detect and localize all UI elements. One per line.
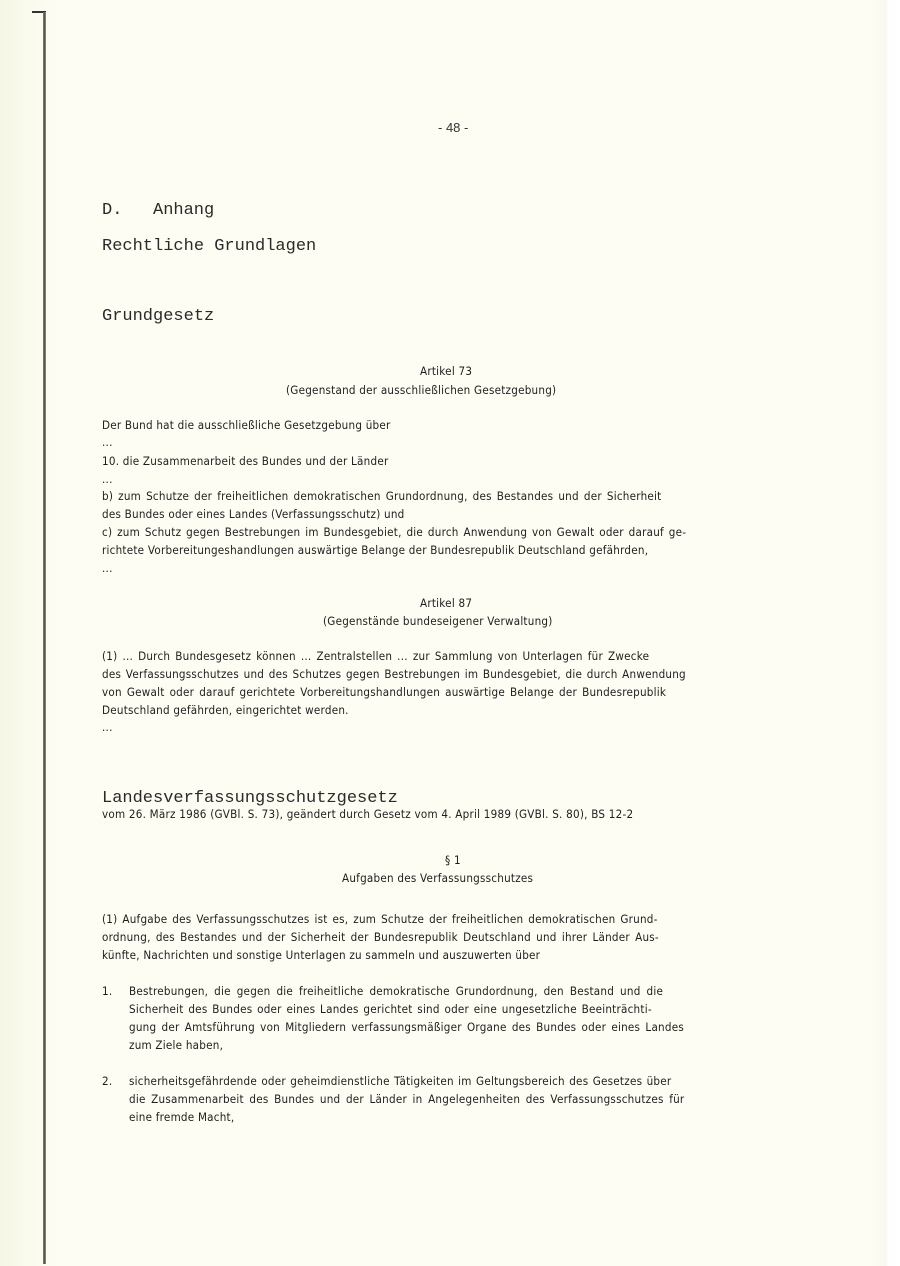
text-line: (1) ... Durch Bundesgesetz können ... Zentralstellen ... zur Sammlung von Unterlagen für Zwecke <box>102 650 650 663</box>
section-title: Anhang <box>153 201 215 220</box>
text-line: von Gewalt oder darauf gerichtete Vorbereitungshandlungen auswärtige Belange der Bundesrepublik <box>102 686 667 699</box>
lvsg-citation: vom 26. März 1986 (GVBl. S. 73), geändert durch Gesetz vom 4. April 1989 (GVBl. S. 80), BS 12-2 <box>102 808 634 821</box>
text-line: richtete Vorbereitungeshandlungen auswärtige Belange der Bundesrepublik Deutschland gefährden, <box>102 544 649 557</box>
text-line: ordnung, des Bestandes und der Sicherheit der Bundesrepublik Deutschland und ihrer Länder Aus- <box>102 931 659 944</box>
list-item-number: 1. <box>102 985 113 998</box>
ellipsis: ... <box>102 436 113 449</box>
ellipsis: ... <box>102 473 113 486</box>
page-number: - 48 - <box>438 120 469 135</box>
text-line: Sicherheit des Bundes oder eines Landes gerichtet sind oder eine ungesetzliche Beeinträchti- <box>129 1003 652 1016</box>
article-73-title: Artikel 73 <box>420 365 473 378</box>
text-line: Der Bund hat die ausschließliche Gesetzgebung über <box>102 419 391 432</box>
text-line: sicherheitsgefährdende oder geheimdienstliche Tätigkeiten im Geltungsbereich des Gesetzes über <box>129 1075 672 1088</box>
lvsg-heading: Landesverfassungsschutzgesetz <box>102 789 398 808</box>
text-line: des Verfassungsschutzes und des Schutzes gegen Bestrebungen im Bundesgebiet, die durch Anwendung <box>102 668 686 681</box>
text-line: zum Ziele haben, <box>129 1039 224 1052</box>
ellipsis: ... <box>102 721 113 734</box>
article-87-subtitle: (Gegenstände bundeseigener Verwaltung) <box>323 615 553 628</box>
text-line: des Bundes oder eines Landes (Verfassungsschutz) und <box>102 508 405 521</box>
article-73-subtitle: (Gegenstand der ausschließlichen Gesetzgebung) <box>286 384 557 397</box>
text-line: die Zusammenarbeit des Bundes und der Länder in Angelegenheiten des Verfassungsschutzes für <box>129 1093 685 1106</box>
text-line: gung der Amtsführung von Mitgliedern verfassungsmäßiger Organe des Bundes oder eines Landes <box>129 1021 685 1034</box>
text-line: b) zum Schutze der freiheitlichen demokratischen Grundordnung, des Bestandes und der Sicherheit <box>102 490 662 503</box>
text-line: künfte, Nachrichten und sonstige Unterlagen zu sammeln und auszuwerten über <box>102 949 541 962</box>
article-87-title: Artikel 87 <box>420 597 473 610</box>
binding-edge-line <box>43 12 46 1264</box>
text-line: 10. die Zusammenarbeit des Bundes und der Länder <box>102 455 389 468</box>
paragraph-1-title: § 1 <box>445 854 461 867</box>
text-line: Deutschland gefährden, eingerichtet werden. <box>102 704 349 717</box>
text-line: eine fremde Macht, <box>129 1111 235 1124</box>
document-subtitle: Rechtliche Grundlagen <box>102 237 317 256</box>
text-line: c) zum Schutz gegen Bestrebungen im Bundesgebiet, die durch Anwendung von Gewalt oder darauf ge- <box>102 526 687 539</box>
grundgesetz-heading: Grundgesetz <box>102 307 215 326</box>
text-line: Bestrebungen, die gegen die freiheitliche demokratische Grundordnung, den Bestand und die <box>129 985 664 998</box>
ellipsis: ... <box>102 562 113 575</box>
text-line: (1) Aufgabe des Verfassungsschutzes ist es, zum Schutze der freiheitlichen demokratischen Grund- <box>102 913 658 926</box>
section-label: D. <box>102 201 123 220</box>
list-item-number: 2. <box>102 1075 113 1088</box>
paragraph-1-subtitle: Aufgaben des Verfassungsschutzes <box>342 872 534 885</box>
